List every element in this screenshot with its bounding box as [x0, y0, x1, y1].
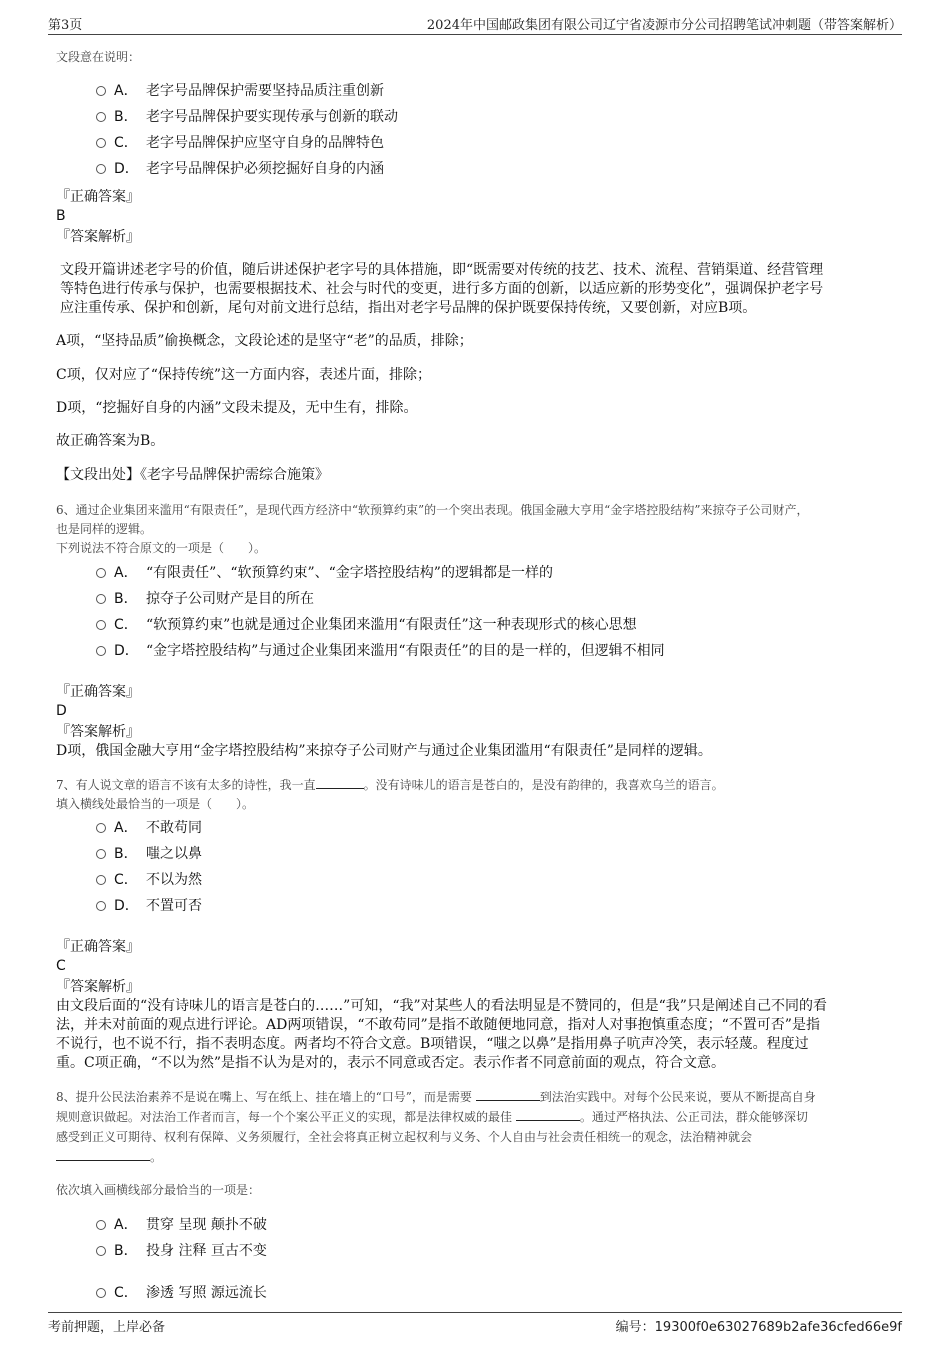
radio-icon[interactable]	[96, 1220, 106, 1230]
radio-icon[interactable]	[96, 112, 106, 122]
radio-icon[interactable]	[96, 164, 106, 174]
q8-option-c[interactable]: C． 渗透 写照 源远流长	[96, 1283, 267, 1303]
q5-analysis: 文段开篇讲述老字号的价值，随后讲述保护老字号的具体措施，即“既需要对传统的技艺、技术、流程、营销渠道、经营管理 等特色进行传承与保护，也需要根据技术、社会与时代的变更，进行多方面的创新，以适应新的形势变化”，强调保护老字号 应注重传承、保护和创新，尾句对前文进行总结，指出对老字号品牌的保护既要保持传统，又要创新，对应B项。	[60, 262, 824, 316]
q8-stem: 8、提升公民法治素养不是说在嘴上、写在纸上、挂在墙上的“口号”，而是需要 到法治实践中。对每个公民来说，要从不断提高自身 规则意识做起。对法治工作者而言，每一个个案公平正义的实现，都是法律权威的最佳 。通过严格执法、公正司法，群众能够深切 感受到正义可期待、权利有保障、义务须履行，全社会将真正树立起权利与义务、个人自由与社会责任相统一的观念，法治精神就会 。	[56, 1090, 816, 1164]
q6-analysis: D项，俄国金融大亨用“金字塔控股结构”来掠夺子公司财产与通过企业集团滥用“有限责任”是同样的逻辑。	[56, 743, 712, 759]
q6-option-c[interactable]: C． “软预算约束”也就是通过企业集团来滥用“有限责任”这一种表现形式的核心思想	[96, 615, 637, 635]
q7-option-a[interactable]: A． 不敢苟同	[96, 818, 202, 838]
q6-option-b[interactable]: B． 掠夺子公司财产是目的所在	[96, 589, 314, 609]
q7-stem2: 填入横线处最恰当的一项是（ ）。	[56, 797, 255, 811]
q7-option-c[interactable]: C． 不以为然	[96, 870, 202, 890]
q8-option-a[interactable]: A． 贯穿 呈现 颠扑不破	[96, 1215, 267, 1235]
radio-icon[interactable]	[96, 594, 106, 604]
radio-icon[interactable]	[96, 849, 106, 859]
radio-icon[interactable]	[96, 646, 106, 656]
radio-icon[interactable]	[96, 138, 106, 148]
radio-icon[interactable]	[96, 568, 106, 578]
blank-line	[476, 1088, 540, 1101]
q7-analysis-label: 『答案解析』	[56, 979, 140, 995]
q7-answer: C	[56, 958, 66, 974]
page-number: 第3页	[48, 18, 83, 33]
q5-option-a[interactable]: A． 老字号品牌保护需要坚持品质注重创新	[96, 81, 384, 101]
page-footer	[48, 1312, 902, 1336]
q5-source: 【文段出处】《老字号品牌保护需综合施策》	[56, 467, 329, 483]
q5-option-d[interactable]: D． 老字号品牌保护必须挖掘好自身的内涵	[96, 159, 384, 179]
radio-icon[interactable]	[96, 1246, 106, 1256]
q8-option-b[interactable]: B． 投身 注释 亘古不变	[96, 1241, 267, 1261]
q5-note-a: A项，“坚持品质”偷换概念，文段论述的是坚守“老”的品质，排除；	[56, 333, 473, 349]
q6-analysis-label: 『答案解析』	[56, 724, 140, 740]
q5-answer: B	[56, 208, 66, 224]
q5-option-c[interactable]: C． 老字号品牌保护应坚守自身的品牌特色	[96, 133, 384, 153]
q7-option-b[interactable]: B． 嗤之以鼻	[96, 844, 202, 864]
q5-option-b[interactable]: B． 老字号品牌保护要实现传承与创新的联动	[96, 107, 398, 127]
q8-stem2: 依次填入画横线部分最恰当的一项是：	[56, 1183, 261, 1197]
blank-line	[516, 1108, 580, 1121]
footer-slogan: 考前押题，上岸必备	[48, 1320, 166, 1335]
q5-note-c: C项，仅对应了“保持传统”这一方面内容，表述片面，排除；	[56, 367, 432, 383]
q6-option-a[interactable]: A． “有限责任”、“软预算约束”、“金字塔控股结构”的逻辑都是一样的	[96, 563, 553, 583]
document-title: 2024年中国邮政集团有限公司辽宁省凌源市分公司招聘笔试冲刺题（带答案解析）	[426, 18, 902, 33]
q6-option-d[interactable]: D． “金字塔控股结构”与通过企业集团来滥用“有限责任”的目的是一样的，但逻辑不相同	[96, 641, 665, 661]
q7-analysis: 由文段后面的“没有诗味儿的语言是苍白的……”可知，“我”对某些人的看法明显是不赞同的，但是“我”只是阐述自己不同的看 法，并未对前面的观点进行评论。AD两项错误，“不敢苟同”是指不敢随便地同意，指对人对事抱慎重态度；“不置可否”是指 不说行，也不说不行，指不表明态度。两者均不符合文意。B项错误，“嗤之以鼻”是指用鼻子吭声冷笑，表示轻蔑。程度过 重。C项正确，“不以为然”是指不认为是对的，表示不同意或否定。表示作者不同意前面的观点，符合文意。	[56, 998, 827, 1071]
q5-note-d: D项，“挖掘好自身的内涵”文段未提及，无中生有，排除。	[56, 400, 418, 416]
q5-analysis-label: 『答案解析』	[56, 229, 140, 245]
q5-answer-label: 『正确答案』	[56, 189, 140, 205]
document-code: 编号：19300f0e63027689b2afe36cfed66e9f	[615, 1320, 902, 1335]
radio-icon[interactable]	[96, 1288, 106, 1298]
q5-stem: 文段意在说明：	[56, 50, 141, 64]
q6-answer: D	[56, 703, 67, 719]
q6-answer-label: 『正确答案』	[56, 684, 140, 700]
radio-icon[interactable]	[96, 901, 106, 911]
blank-line	[316, 776, 364, 789]
radio-icon[interactable]	[96, 823, 106, 833]
radio-icon[interactable]	[96, 620, 106, 630]
q7-option-d[interactable]: D． 不置可否	[96, 896, 202, 916]
q7-stem: 7、有人说文章的语言不该有太多的诗性，我一直 。没有诗味儿的语言是苍白的，是没有韵律的，我喜欢乌兰的语言。	[56, 778, 724, 792]
q7-answer-label: 『正确答案』	[56, 939, 140, 955]
radio-icon[interactable]	[96, 86, 106, 96]
page-header	[48, 14, 902, 35]
radio-icon[interactable]	[96, 875, 106, 885]
q6-stem: 6、通过企业集团来滥用“有限责任”，是现代西方经济中“软预算约束”的一个突出表现。俄国金融大亨用“金字塔控股结构”来掠夺子公司财产， 也是同样的逻辑。 下列说法不符合原文的一项是（ ）。	[56, 503, 809, 555]
blank-line	[56, 1148, 150, 1161]
q5-conclusion: 故正确答案为B。	[56, 433, 165, 449]
